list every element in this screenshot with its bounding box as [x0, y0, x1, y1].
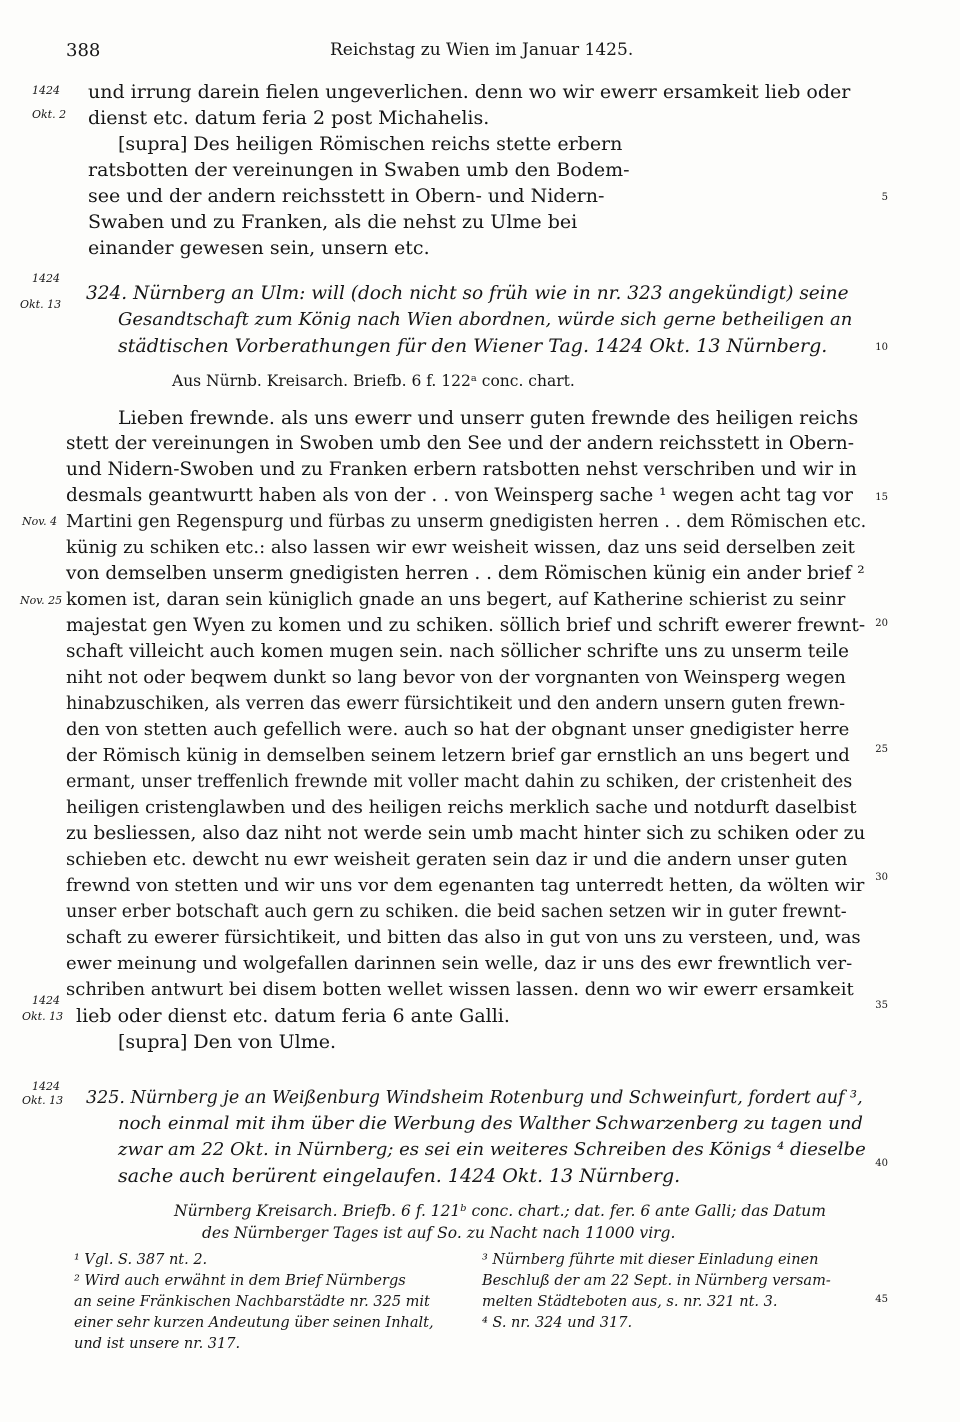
line-number: 15 — [875, 492, 888, 503]
text-line: 324. Nürnberg an Ulm: will (doch nicht so früh wie in nr. 323 angekündigt) seine — [86, 283, 849, 304]
text-line: noch einmal mit ihm über die Werbung des Walther Schwarzenberg zu tagen und — [118, 1113, 863, 1134]
footnote-line: einer sehr kurzen Andeutung über seinen Inhalt, — [74, 1315, 434, 1331]
text-line: den von stetten auch gefellich were. auch so hat der obgnant unser gnedigister herre — [66, 719, 850, 740]
page-number: 388 — [66, 40, 101, 61]
footnote-line: melten Städteboten aus, s. nr. 321 nt. 3. — [482, 1294, 778, 1310]
text-line: Gesandtschaft zum König nach Wien abordnen, würde sich gerne betheiligen an — [118, 309, 853, 330]
text-line: und irrung darein fielen ungeverlichen. denn wo wir ewerr ersamkeit lieb oder — [88, 81, 851, 103]
text-line: [supra] Des heiligen Römischen reichs stette erbern — [118, 133, 623, 155]
margin-date-note: Okt. 13 — [20, 298, 62, 311]
text-line: 325. Nürnberg je an Weißenburg Windsheim Rotenburg und Schweinfurt, fordert auf ³, — [86, 1088, 863, 1108]
text-line: [supra] Den von Ulme. — [118, 1031, 337, 1053]
text-line: und Nidern-Swoben und zu Franken erbern ratsbotten nehst verschriben und wir in — [66, 459, 857, 480]
text-line: Swaben und zu Franken, als die nehst zu Ulme bei — [88, 211, 578, 233]
text-line: stett der vereinungen in Swoben umb den See und der andern reichsstett in Obern- — [66, 433, 854, 454]
text-line: künig zu schiken etc.: also lassen wir ewr weisheit wissen, daz uns seid derselben zeit — [66, 537, 855, 558]
text-line: hinabzuschiken, als verren das ewerr fürsichtikeit und den andern unsern guten frewn- — [66, 694, 846, 714]
text-line: schaft zu ewerer fürsichtikeit, und bitten das also in gut von uns zu versteen, und, was — [66, 927, 861, 948]
line-number: 45 — [875, 1294, 888, 1305]
text-line: niht not oder beqwem dunkt so lang bevor von der vorgnanten von Weinsperg wegen — [66, 667, 846, 688]
footnote-line: an seine Fränkischen Nachbarstädte nr. 325 mit — [74, 1294, 430, 1310]
text-line: ermant, unser treffenlich frewnde mit voller macht dahin zu schiken, der cristenheit des — [66, 772, 853, 792]
text-line: schriben antwurt bei disem botten wellet wissen lassen. denn wo wir ewerr ersamkeit — [66, 979, 854, 1000]
text-line: des Nürnberger Tages ist auf So. zu Nacht nach 11000 virg. — [202, 1224, 676, 1242]
running-title: Reichstag zu Wien im Januar 1425. — [330, 40, 634, 60]
text-line: einander gewesen sein, unsern etc. — [88, 237, 430, 259]
line-number: 40 — [875, 1158, 888, 1169]
text-line: Martini gen Regenspurg und fürbas zu unserm gnedigisten herren . . dem Römischen etc. — [66, 512, 867, 532]
margin-date-note: Okt. 13 — [22, 1010, 64, 1023]
margin-date-note: Okt. 2 — [32, 108, 67, 121]
line-number: 20 — [875, 618, 888, 629]
text-line: Nürnberg Kreisarch. Briefb. 6 f. 121ᵇ conc. chart.; dat. fer. 6 ante Galli; das Datum — [174, 1202, 826, 1220]
text-line: unser erber botschaft auch gern zu schiken. die beid sachen setzen wir in guter frewnt- — [66, 902, 847, 922]
margin-date-note: 1424 — [32, 84, 60, 97]
text-line: komen ist, daran sein küniglich gnade an uns begert, auf Katherine schierist zu seinr — [66, 589, 846, 610]
text-line: Aus Nürnb. Kreisarch. Briefb. 6 f. 122ᵃ conc. chart. — [172, 372, 575, 390]
footnote-line: und ist unsere nr. 317. — [74, 1336, 241, 1352]
line-number: 30 — [875, 872, 888, 883]
text-line: Lieben frewnde. als uns ewerr und unserr guten frewnde des heiligen reichs — [118, 407, 859, 429]
line-number: 35 — [875, 1000, 888, 1011]
text-line: zu besliessen, also daz niht not werde sein umb macht hinter sich zu schiken oder zu — [66, 823, 866, 844]
margin-date-note: Nov. 25 — [20, 594, 63, 607]
text-line: lieb oder dienst etc. datum feria 6 ante Galli. — [76, 1005, 510, 1027]
margin-date-note: 1424 — [32, 272, 60, 285]
footnote-line: ³ Nürnberg führte mit dieser Einladung einen — [482, 1252, 819, 1268]
line-number: 10 — [875, 342, 888, 353]
margin-date-note: Okt. 13 — [22, 1094, 64, 1107]
text-line: der Römisch künig in demselben seinem letzern brief gar ernstlich an uns begert und — [66, 745, 850, 766]
text-line: ewer meinung und wolgefallen darinnen sein welle, daz ir uns des ewr frewntlich ver- — [66, 953, 853, 974]
text-line: von demselben unserm gnedigisten herren . . dem Römischen künig ein ander brief ² — [66, 563, 865, 584]
text-line: städtischen Vorberathungen für den Wiener Tag. 1424 Okt. 13 Nürnberg. — [118, 335, 828, 357]
text-line: schieben etc. dewcht nu ewr weisheit geraten sein daz ir und die andern unser guten — [66, 849, 848, 870]
text-line: zwar am 22 Okt. in Nürnberg; es sei ein weiteres Schreiben des Königs ⁴ dieselbe — [118, 1139, 866, 1160]
text-line: schaft villeicht auch komen mugen sein. nach söllicher schrifte uns zu unserm teile — [66, 641, 849, 662]
footnote-line: Beschluß der am 22 Sept. in Nürnberg versam- — [482, 1273, 831, 1289]
text-line: dienst etc. datum feria 2 post Michahelis. — [88, 107, 490, 129]
text-line: frewnd von stetten und wir uns vor dem egenanten tag unterredt hetten, da wölten wir — [66, 875, 865, 896]
line-number: 5 — [881, 192, 888, 203]
footnote-line: ² Wird auch erwähnt in dem Brief Nürnbergs — [74, 1273, 406, 1289]
margin-date-note: 1424 — [32, 994, 60, 1007]
footnote-line: ⁴ S. nr. 324 und 317. — [482, 1315, 633, 1331]
text-line: majestat gen Wyen zu komen und zu schiken. söllich brief und schrift ewerer frewnt- — [66, 615, 866, 636]
text-line: heiligen cristenglawben und des heiligen reichs merklich sache und notdurft daselbist — [66, 797, 857, 818]
margin-date-note: Nov. 4 — [22, 515, 58, 528]
line-number: 25 — [875, 744, 888, 755]
footnote-line: ¹ Vgl. S. 387 nt. 2. — [74, 1252, 208, 1268]
text-line: desmals geantwurtt haben als von der . . von Weinsperg sache ¹ wegen acht tag vor — [66, 485, 853, 506]
margin-date-note: 1424 — [32, 1080, 60, 1093]
text-line: ratsbotten der vereinungen in Swaben umb den Bodem- — [88, 159, 630, 181]
text-line: sache auch berürent eingelaufen. 1424 Okt. 13 Nürnberg. — [118, 1165, 681, 1187]
text-line: see und der andern reichsstett in Obern- und Nidern- — [88, 185, 605, 207]
